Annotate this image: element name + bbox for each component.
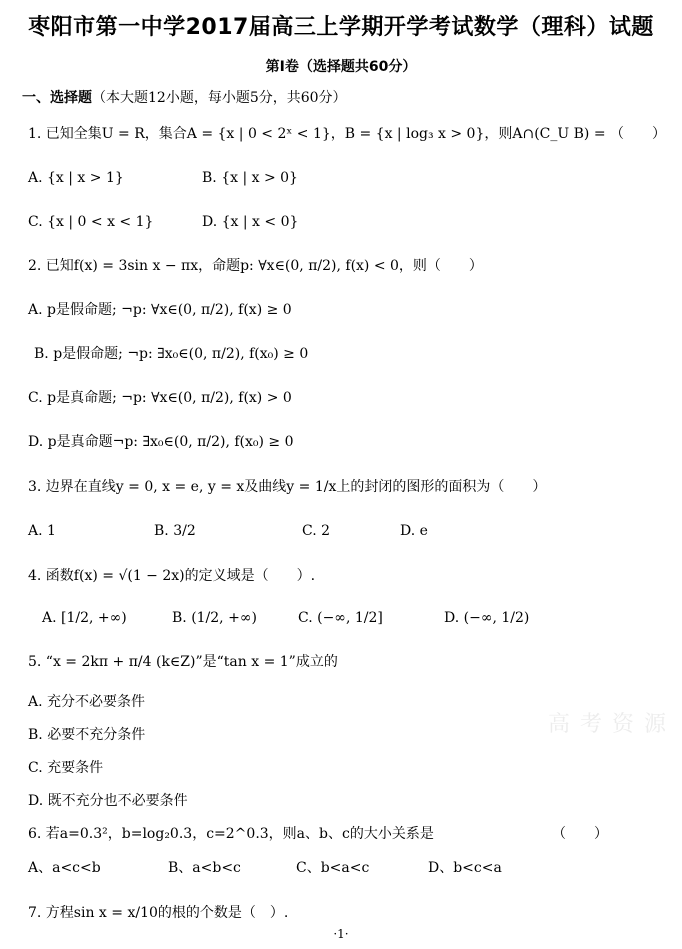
q3-option-c: C. 2 [302,523,331,539]
q5-option-a: A. 充分不必要条件 [28,694,146,710]
q4-option-d: D. (−∞, 1/2) [444,610,530,626]
page-title: 枣阳市第一中学2017届高三上学期开学考试数学（理科）试题 [28,15,654,40]
q4-option-a: A. [1/2, +∞) [42,610,127,626]
q1-option-a: A. {x | x > 1} [28,170,124,186]
section-heading-note: （本大题12小题，每小题5分，共60分） [92,90,347,106]
q1-stem: 1. 已知全集U = R，集合A = {x | 0 < 2ˣ < 1}，B = {x | log₃ x > 0}，则A∩(C_U B) = （ ） [28,126,667,142]
q4-option-b: B. (1/2, +∞) [172,610,257,626]
q3-stem: 3. 边界在直线y = 0, x = e, y = x及曲线y = 1/x上的封闭的图形的面积为（ ） [28,479,547,495]
q6-option-c: C、b<a<c [296,860,370,876]
q6-option-d: D、b<c<a [428,860,502,876]
q6-answer-paren: （ ） [552,826,608,842]
q5-option-b: B. 必要不充分条件 [28,727,146,743]
q5-option-c: C. 充要条件 [28,760,104,776]
q7-stem: 7. 方程sin x = x/10的根的个数是（ ）. [28,905,289,921]
q6-option-a: A、a<c<b [28,860,101,876]
section-subtitle: 第Ⅰ卷（选择题共60分） [265,59,417,75]
watermark: 高考资源 [548,712,677,737]
section-heading-label: 一、选择题 [22,90,92,106]
q5-stem: 5. “x = 2kπ + π/4 (k∈Z)”是“tan x = 1”成立的 [28,654,338,670]
q1-option-c: C. {x | 0 < x < 1} [28,214,154,230]
q3-option-d: D. e [400,523,428,539]
q2-option-b: B. p是假命题; ¬p: ∃x₀∈(0, π/2), f(x₀) ≥ 0 [34,346,309,362]
q1-option-b: B. {x | x > 0} [202,170,298,186]
q5-option-d: D. 既不充分也不必要条件 [28,793,188,809]
section-heading [22,88,347,108]
q6-stem: 6. 若a=0.3²，b=log₂0.3，c=2^0.3，则a、b、c的大小关系是 [28,826,434,842]
q2-option-c: C. p是真命题; ¬p: ∀x∈(0, π/2), f(x) > 0 [28,390,292,406]
q4-stem: 4. 函数f(x) = √(1 − 2x)的定义域是（ ）. [28,568,316,584]
q6-option-b: B、a<b<c [168,860,241,876]
q2-stem: 2. 已知f(x) = 3sin x − πx，命题p: ∀x∈(0, π/2), f(x) < 0，则（ ） [28,258,483,274]
q4-option-c: C. (−∞, 1/2] [298,610,383,626]
q2-option-d: D. p是真命题¬p: ∃x₀∈(0, π/2), f(x₀) ≥ 0 [28,434,294,450]
q3-option-b: B. 3/2 [154,523,196,539]
q2-option-a: A. p是假命题; ¬p: ∀x∈(0, π/2), f(x) ≥ 0 [28,302,292,318]
q1-option-d: D. {x | x < 0} [202,214,299,230]
page-number: ·1· [333,927,349,941]
q3-option-a: A. 1 [28,523,56,539]
